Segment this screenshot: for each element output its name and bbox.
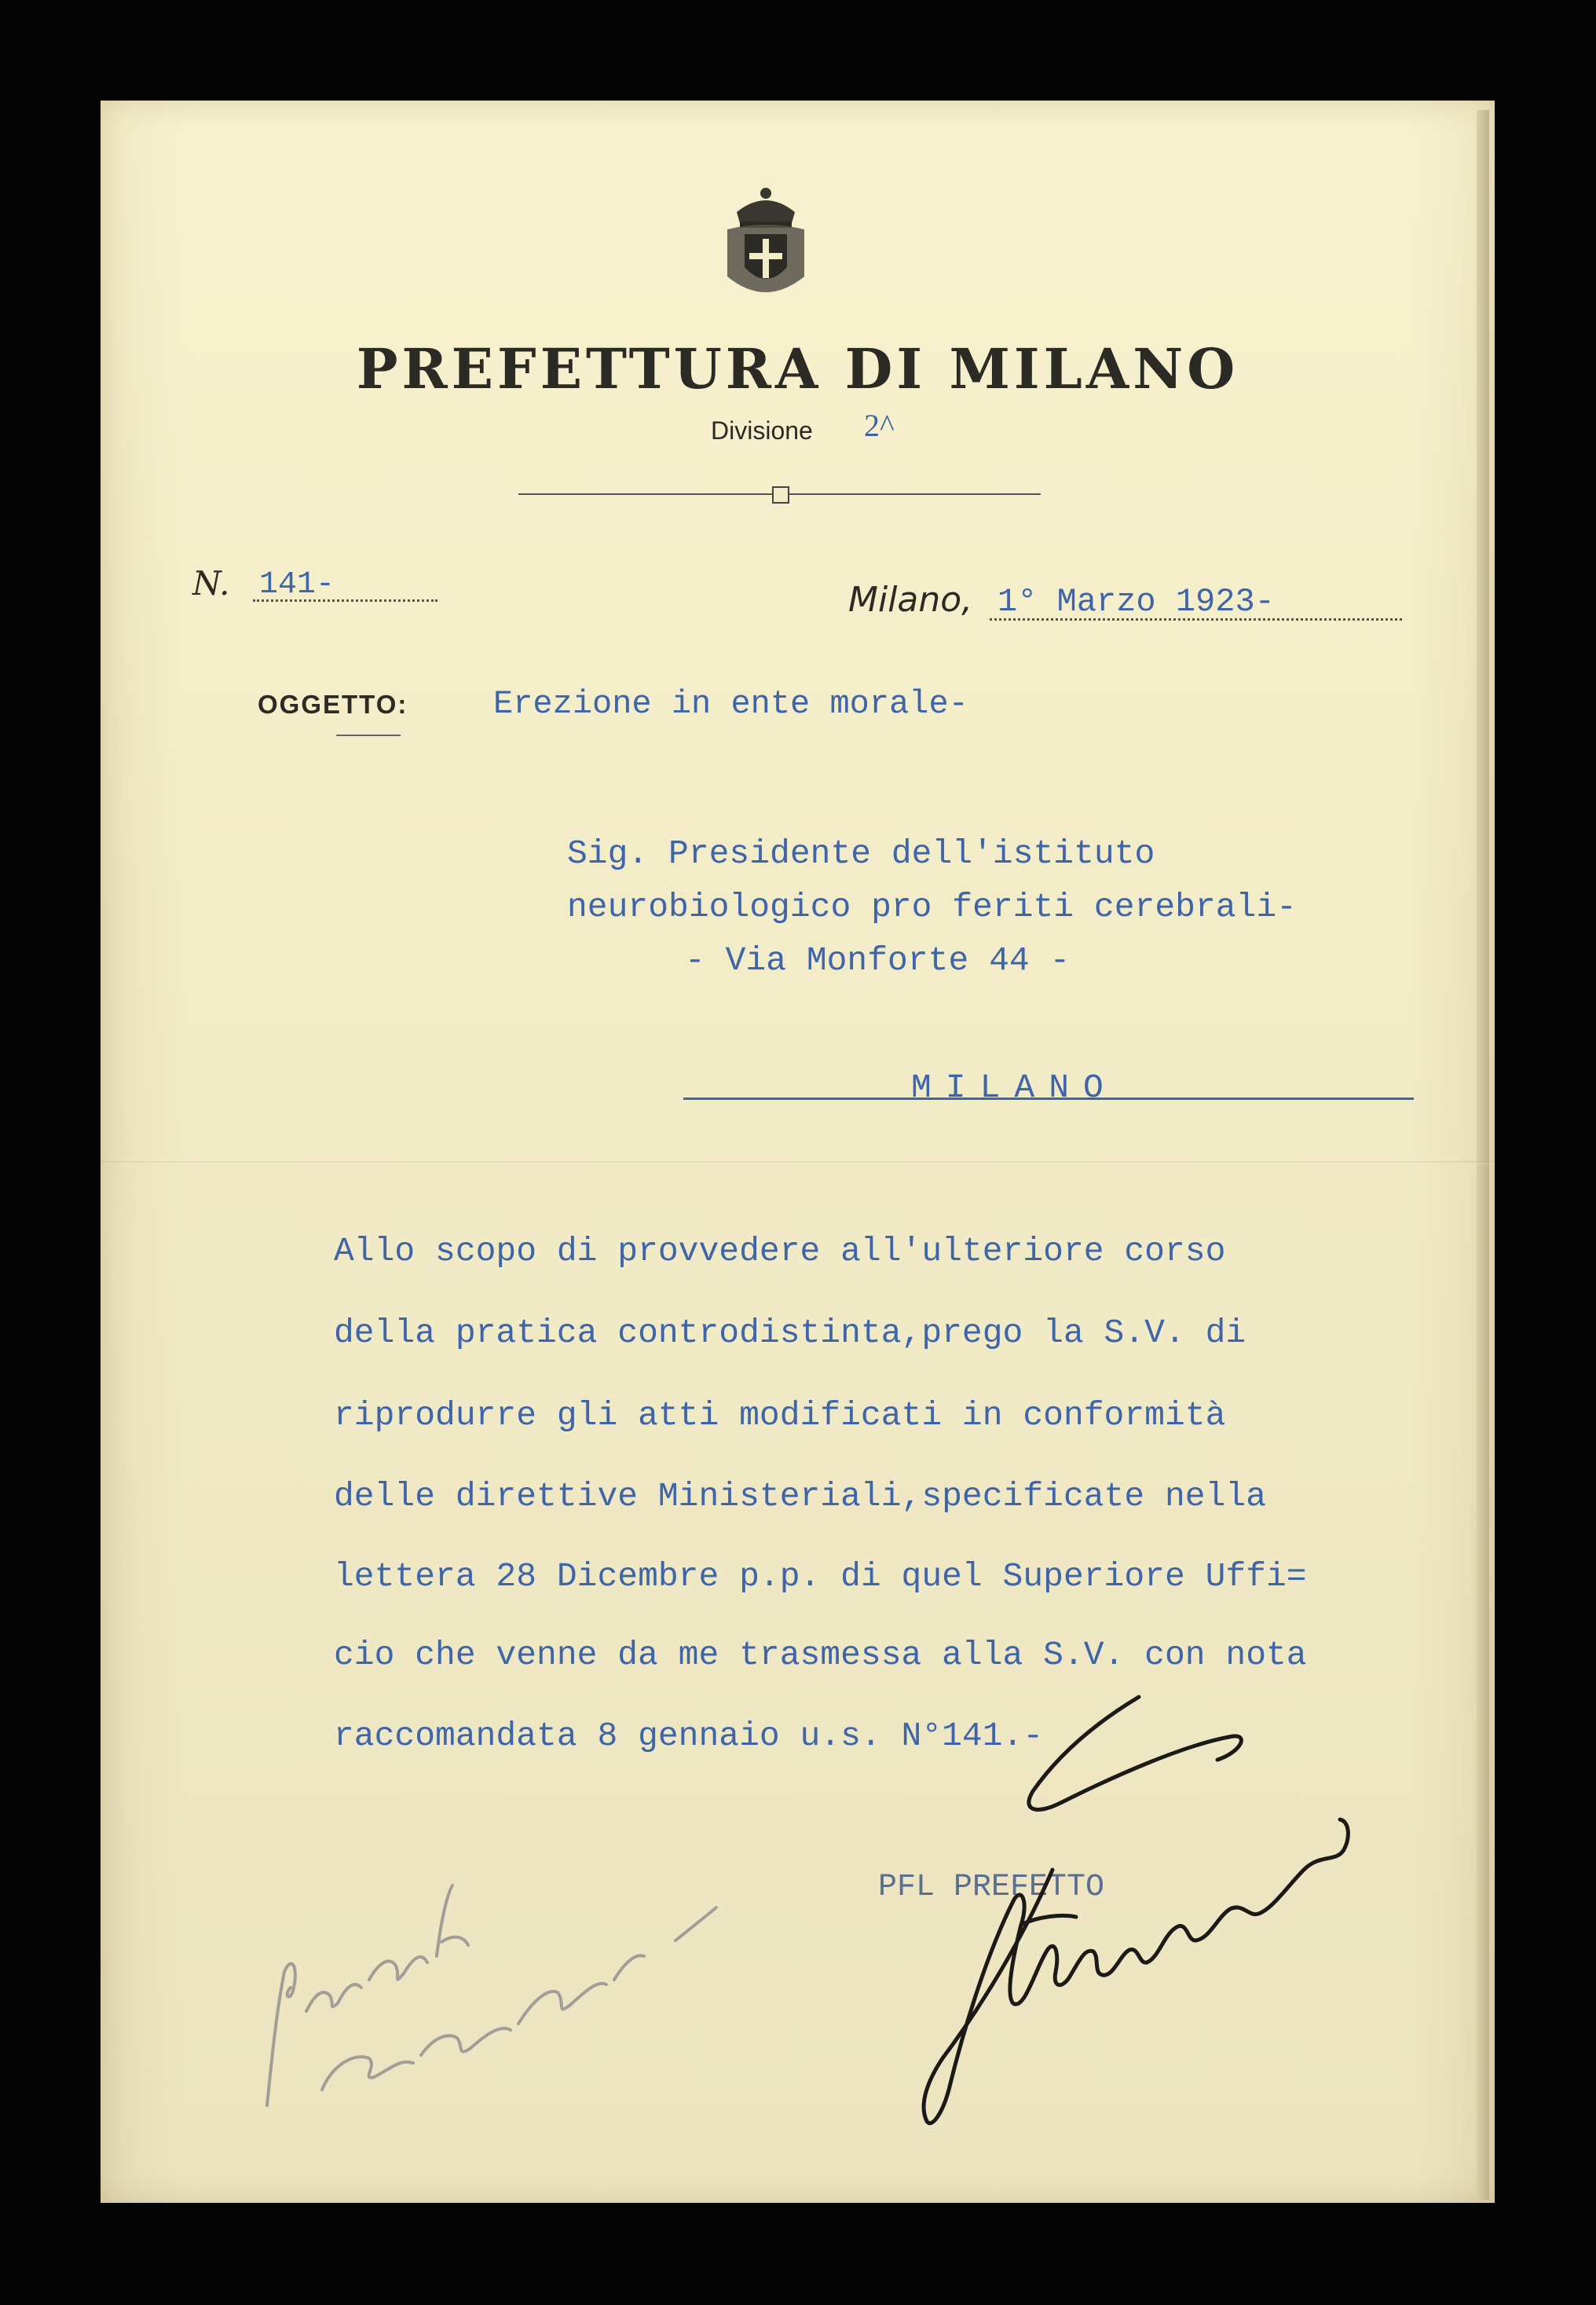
letter-date: 1° Marzo 1923- [998, 583, 1275, 621]
body-line-5: lettera 28 Dicembre p.p. di quel Superiore Uffi= [334, 1557, 1307, 1596]
paper-fold [101, 1161, 1495, 1164]
savoy-crest-icon [713, 182, 818, 308]
addressee-city: MILANO [911, 1068, 1118, 1107]
addressee-line-3: - Via Monforte 44 - [685, 941, 1071, 980]
body-line-1: Allo scopo di provvedere all'ulteriore corso [334, 1232, 1226, 1270]
subject-underline [336, 735, 401, 736]
place-label: Milano, [848, 580, 973, 620]
subject-label: OGGETTO: [258, 690, 408, 719]
date-dotted-line [990, 618, 1402, 621]
ornament-square-icon [772, 486, 789, 504]
pencil-annotation [236, 1870, 723, 2121]
division-label: Divisione [711, 416, 813, 445]
signature [880, 1666, 1445, 2153]
closing-text: PFL PREFETTO [878, 1870, 1105, 1905]
letterhead-title: PREFETTURA DI MILANO [356, 336, 1239, 401]
body-line-3: riprodurre gli atti modificati in conformità [334, 1396, 1226, 1435]
number-dotted-line [253, 599, 437, 602]
body-line-2: della pratica controdistinta,prego la S.V. di [334, 1314, 1246, 1352]
body-line-7: raccomandata 8 gennaio u.s. N°141.- [334, 1717, 1044, 1755]
body-line-6: cio che venne da me trasmessa alla S.V. con nota [334, 1636, 1307, 1674]
addressee-line-1: Sig. Presidente dell'istituto [567, 834, 1155, 873]
paper-edge [1477, 110, 1489, 2200]
body-line-4: delle direttive Ministeriali,specificate nella [334, 1477, 1266, 1515]
number-prefix: N. [192, 564, 230, 603]
subject-text: Erezione in ente morale- [493, 685, 968, 723]
protocol-number: 141- [259, 567, 335, 603]
division-number: 2^ [864, 408, 895, 443]
addressee-line-2: neurobiologico pro feriti cerebrali- [567, 888, 1297, 926]
